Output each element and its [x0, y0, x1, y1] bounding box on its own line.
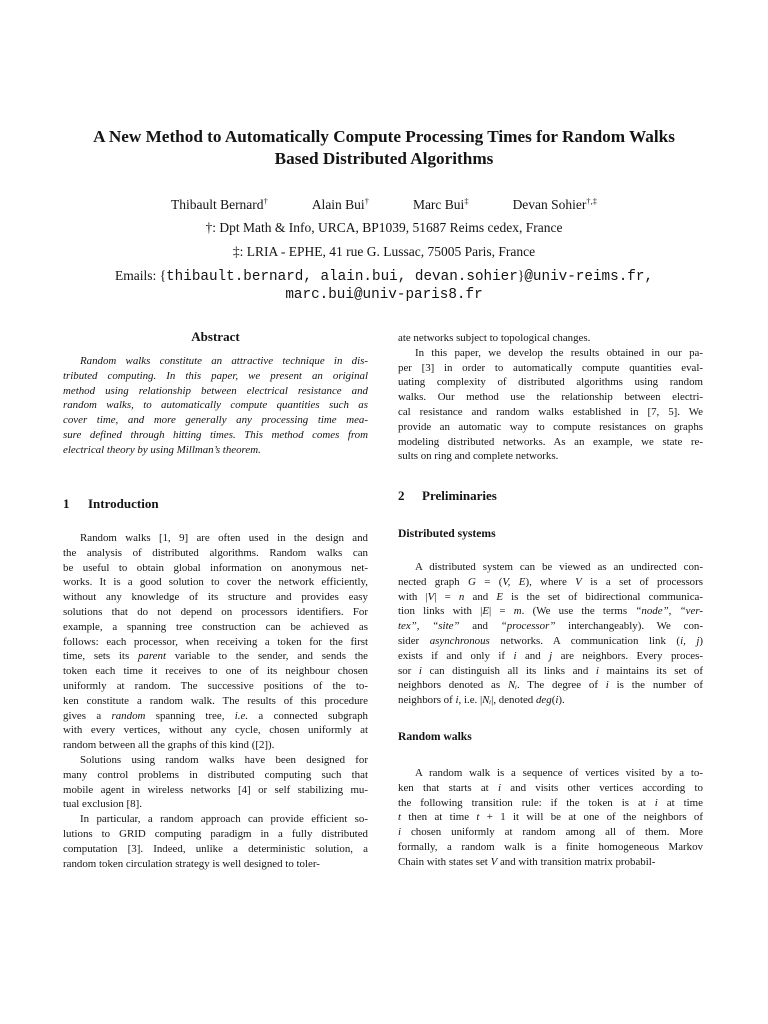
text-line — [63, 590, 368, 605]
text-line — [63, 620, 368, 635]
text-segment: and — [459, 620, 501, 633]
text-segment: In particular, a random approach can provide efficient so- — [80, 813, 368, 826]
abstract-text — [63, 354, 368, 458]
text-segment: ken constitute a random walk. The results of this procedure — [63, 694, 368, 707]
text-line — [63, 679, 368, 694]
italic-segment: E — [496, 590, 504, 603]
text-segment: per [3] in order to automatically compute quantities eval- — [398, 361, 703, 374]
section-title: Preliminaries — [422, 488, 497, 503]
text-line — [398, 375, 703, 390]
text-segment: tual exclusion [8]. — [63, 798, 142, 811]
text-line — [398, 781, 703, 796]
text-segment: variable to the sender, and sends the — [165, 650, 368, 663]
italic-segment: “processor” — [500, 620, 556, 633]
text-line — [398, 590, 703, 605]
text-segment: and with transition matrix probabil- — [497, 855, 656, 868]
text-segment: sure defined through hitting times. This method comes from — [63, 428, 368, 441]
text-segment: |, denoted — [491, 694, 536, 707]
author-name: Thibault Bernard — [170, 197, 264, 212]
text-line — [63, 635, 368, 650]
italic-segment: “ver- — [679, 605, 703, 618]
text-segment: is a set of processors — [581, 575, 703, 588]
text-segment: with every vertices, without any cycle, chosen uniformly at — [63, 724, 368, 737]
text-segment: maintains its set of — [598, 664, 703, 677]
text-line — [398, 693, 703, 708]
text-line — [398, 361, 703, 376]
text-line — [398, 678, 703, 693]
text-segment: . The degree of — [516, 679, 606, 692]
text-segment: is the set of bidirectional communica- — [503, 590, 703, 603]
email-address: marc.bui@univ-paris8.fr — [285, 287, 483, 303]
text-segment: works. It is a good solution to cover the network efficiently, — [63, 576, 368, 589]
text-line — [63, 812, 368, 827]
text-line — [63, 413, 368, 428]
text-segment: cal resistance and random walks established in [7, 5]. We — [398, 405, 703, 418]
text-segment: provide an automatic way to compute resistances on graphs — [398, 420, 703, 433]
text-line — [63, 546, 368, 561]
text-segment: . (We use the terms — [521, 605, 636, 618]
text-line — [63, 857, 368, 872]
text-segment: then at time — [401, 811, 477, 824]
subsection-heading-distributed-systems: Distributed systems — [398, 527, 496, 540]
random-walks-text — [398, 766, 703, 870]
italic-segment: deg — [535, 694, 552, 707]
text-segment: , i.e. | — [458, 694, 483, 707]
text-segment: | = — [434, 590, 459, 603]
text-segment: interchangeably). We con- — [555, 620, 703, 633]
text-line — [398, 796, 703, 811]
introduction-continuation-text — [398, 331, 703, 464]
author-name: Marc Bui — [412, 197, 465, 212]
text-segment: = ( — [475, 575, 503, 588]
author — [413, 196, 469, 214]
italic-segment: i — [418, 664, 422, 677]
italic-segment: t — [476, 811, 480, 824]
text-segment: ) — [699, 634, 703, 647]
text-line — [398, 810, 703, 825]
text-line — [398, 664, 703, 679]
text-segment: and visits other vertices according to — [501, 781, 703, 794]
text-segment: neighbors of — [398, 694, 456, 707]
section-heading-introduction — [63, 496, 159, 512]
text-segment: without any knowledge of its structure and provides easy — [63, 591, 368, 604]
italic-segment: i — [398, 826, 402, 839]
distributed-systems-text — [398, 560, 703, 708]
text-segment: example, a spanning tree construction can be achieved as — [63, 620, 368, 633]
text-segment: and — [464, 590, 497, 603]
text-segment: sider — [398, 634, 430, 647]
affiliation-mark: ‡ — [464, 196, 469, 206]
text-line — [398, 560, 703, 575]
italic-segment: “node” — [635, 605, 669, 618]
text-line — [63, 384, 368, 399]
text-segment: uating complexity of distributed algorithms using random — [398, 376, 703, 389]
text-line — [63, 694, 368, 709]
text-segment: walks. Our method use the relationship between electri- — [398, 391, 703, 404]
text-segment: A distributed system can be viewed as an undirected con- — [415, 561, 703, 573]
text-line — [398, 855, 703, 870]
text-segment: tion links with | — [398, 605, 483, 618]
text-segment: many control problems in distributed computing such that — [63, 768, 368, 781]
text-segment: ). — [558, 694, 565, 707]
text-line — [63, 842, 368, 857]
text-segment: ( — [551, 694, 556, 707]
text-line — [63, 428, 368, 443]
text-segment: Solutions using random walks have been designed for — [80, 753, 368, 766]
text-line — [63, 783, 368, 798]
text-segment: In this paper, we develop the results obtained in our pa- — [415, 346, 703, 359]
text-line — [63, 649, 368, 664]
text-line — [63, 723, 368, 738]
italic-segment: Nᵢ — [507, 679, 517, 692]
italic-segment: i — [605, 679, 609, 692]
text-line — [63, 768, 368, 783]
italic-segment: m — [513, 605, 522, 618]
text-segment: Chain with states set — [398, 855, 491, 868]
italic-segment: i — [555, 694, 559, 707]
email-names: thibault.bernard, alain.bui, devan.sohier — [166, 269, 518, 285]
italic-segment: i — [595, 664, 599, 677]
text-segment: with | — [398, 590, 428, 603]
text-segment: and — [516, 649, 550, 662]
text-segment: random walks, to automatically compute quantities such as — [63, 399, 368, 412]
italic-segment: V — [490, 855, 498, 868]
italic-segment: i — [513, 649, 517, 662]
text-segment: are neighbors. Every proces- — [552, 649, 703, 662]
italic-segment: i — [654, 796, 658, 809]
italic-segment: E — [482, 605, 489, 618]
text-line — [63, 664, 368, 679]
text-line — [398, 619, 703, 634]
italic-segment: V — [575, 575, 582, 588]
text-line — [63, 531, 368, 546]
text-line — [398, 346, 703, 361]
text-line — [63, 398, 368, 413]
text-line — [398, 435, 703, 450]
affiliation-urca: †: Dpt Math & Info, URCA, BP1039, 51687 Reims cedex, France — [205, 220, 563, 235]
text-segment: follows: each processor, when receiving a token for the first — [63, 635, 368, 648]
affiliation-mark: † — [364, 196, 369, 206]
text-line — [398, 649, 703, 664]
text-line — [63, 575, 368, 590]
text-segment: , — [416, 620, 433, 633]
text-segment: electrical theory by using Millman’s theorem. — [63, 443, 261, 456]
text-segment: at time — [657, 796, 703, 809]
italic-segment: i — [455, 694, 459, 707]
text-segment: ), where — [525, 575, 576, 588]
text-segment: ken that starts at — [398, 781, 498, 794]
text-line — [398, 825, 703, 840]
section-number: 1 — [63, 496, 70, 511]
text-line — [63, 827, 368, 842]
italic-segment: i, j — [680, 634, 700, 647]
emails-line — [0, 267, 768, 286]
text-segment: A random walk is a sequence of vertices visited by a to- — [415, 767, 703, 779]
text-line — [63, 561, 368, 576]
text-segment: ate networks subject to topological changes. — [398, 332, 591, 344]
text-segment: a connected subgraph — [248, 709, 368, 722]
text-segment: + 1 it will be at one of the neighbors of — [479, 811, 703, 824]
text-segment: nected graph — [398, 575, 468, 588]
text-segment: Random walks [1, 9] are often used in the design and — [80, 532, 368, 544]
affiliation-lria: ‡: LRIA - EPHE, 41 rue G. Lussac, 75005 Paris, France — [232, 244, 536, 259]
text-line — [398, 575, 703, 590]
text-segment: uniformly at random. The successive positions of the to- — [63, 679, 368, 692]
text-segment: Random walks constitute an attractive technique in dis- — [80, 355, 368, 367]
text-line — [63, 753, 368, 768]
text-segment: token each time it receives to one of its neighbour chosen — [63, 665, 368, 678]
subsection-heading-random-walks: Random walks — [398, 730, 472, 743]
text-line — [398, 634, 703, 649]
text-segment: formally, a random walk is a finite homogeneous Markov — [398, 840, 703, 853]
text-segment: the following transition rule: if the token is at — [398, 796, 655, 809]
text-segment: spanning tree, — [145, 709, 235, 722]
text-segment: lutions to GRID computing paradigm in a fully distributed — [63, 827, 368, 840]
text-segment: tributed computing. In this paper, we present an original — [63, 369, 368, 382]
title-line-2: Based Distributed Algorithms — [274, 149, 494, 168]
text-segment: sults on ring and complete networks. — [398, 450, 559, 463]
italic-segment: i — [497, 781, 502, 794]
italic-segment: random — [111, 709, 146, 722]
italic-segment: G — [468, 575, 476, 588]
text-line — [398, 331, 703, 346]
text-segment: solutions that do not depend on processors identifiers. For — [63, 605, 368, 618]
italic-segment: “site” — [432, 620, 460, 633]
text-segment: gives a — [63, 709, 112, 722]
italic-segment: V — [427, 590, 435, 603]
text-segment: | = — [489, 605, 514, 618]
text-line — [63, 443, 368, 458]
text-line — [63, 354, 368, 369]
italic-segment: asynchronous — [429, 634, 490, 647]
italic-segment: n — [458, 590, 465, 603]
section-heading-preliminaries — [398, 488, 497, 504]
text-segment: , — [668, 605, 680, 618]
text-line — [398, 405, 703, 420]
text-line — [63, 369, 368, 384]
text-segment: exists if and only if — [398, 649, 514, 662]
italic-segment: i.e. — [234, 709, 249, 722]
text-segment: the analysis of distributed algorithms. Random walks can — [63, 546, 368, 559]
author-list — [0, 196, 768, 214]
text-line — [63, 709, 368, 724]
text-segment: method using relationship between electrical resistance and — [63, 384, 368, 397]
text-line — [63, 738, 368, 753]
title-line-1: A New Method to Automatically Compute Processing Times for Random Walks — [93, 127, 675, 146]
text-line — [398, 449, 703, 464]
affiliation-mark: †,‡ — [586, 196, 598, 206]
emails-close-brace: } — [517, 268, 525, 283]
text-segment: neighbors denoted as — [398, 679, 508, 692]
text-line — [398, 390, 703, 405]
affiliation-mark: † — [263, 196, 268, 206]
text-line — [398, 420, 703, 435]
italic-segment: Nᵢ — [482, 694, 492, 707]
author-name: Devan Sohier — [512, 197, 587, 212]
author — [312, 196, 369, 214]
author — [513, 196, 597, 214]
text-segment: time, sets its — [63, 650, 138, 663]
italic-segment: j — [549, 649, 553, 662]
italic-segment: tex” — [398, 620, 417, 633]
text-segment: be useful to obtain global information on anonymous net- — [63, 561, 368, 574]
text-segment: is the number of — [608, 679, 703, 692]
emails-label: Emails: { — [114, 268, 167, 283]
text-line — [398, 604, 703, 619]
italic-segment: t — [398, 811, 402, 824]
text-line — [398, 840, 703, 855]
introduction-text — [63, 531, 368, 871]
italic-segment: V, E — [502, 575, 526, 588]
text-segment: mobile agent in wireless networks [4] or self stabilizing mu- — [63, 783, 368, 796]
text-segment: computation [3]. Indeed, unlike a deterministic solution, a — [63, 842, 368, 855]
text-segment: random token circulation strategy is well designed to toler- — [63, 857, 320, 870]
text-segment: cover time, and more generally any processing time mea- — [63, 414, 368, 427]
italic-segment: parent — [137, 650, 166, 663]
email-domain: @univ-reims.fr, — [524, 269, 654, 285]
text-line — [398, 766, 703, 781]
text-segment: networks. A communication link ( — [489, 634, 681, 647]
text-line — [63, 605, 368, 620]
text-segment: sor — [398, 664, 419, 677]
text-segment: random between all the graphs of this kind ([2]). — [63, 739, 275, 752]
author-name: Alain Bui — [311, 197, 365, 212]
section-number: 2 — [398, 488, 405, 503]
emails-line-2 — [0, 285, 768, 304]
section-title: Introduction — [88, 496, 159, 511]
text-segment: chosen uniformly at random among all of them. More — [401, 826, 703, 839]
text-line — [63, 797, 368, 812]
text-segment: modeling distributed networks. As an example, we state re- — [398, 435, 703, 448]
abstract-heading: Abstract — [191, 329, 240, 344]
paper-title — [0, 126, 768, 170]
text-segment: can distinguish all its links and — [421, 664, 596, 677]
author — [171, 196, 268, 214]
